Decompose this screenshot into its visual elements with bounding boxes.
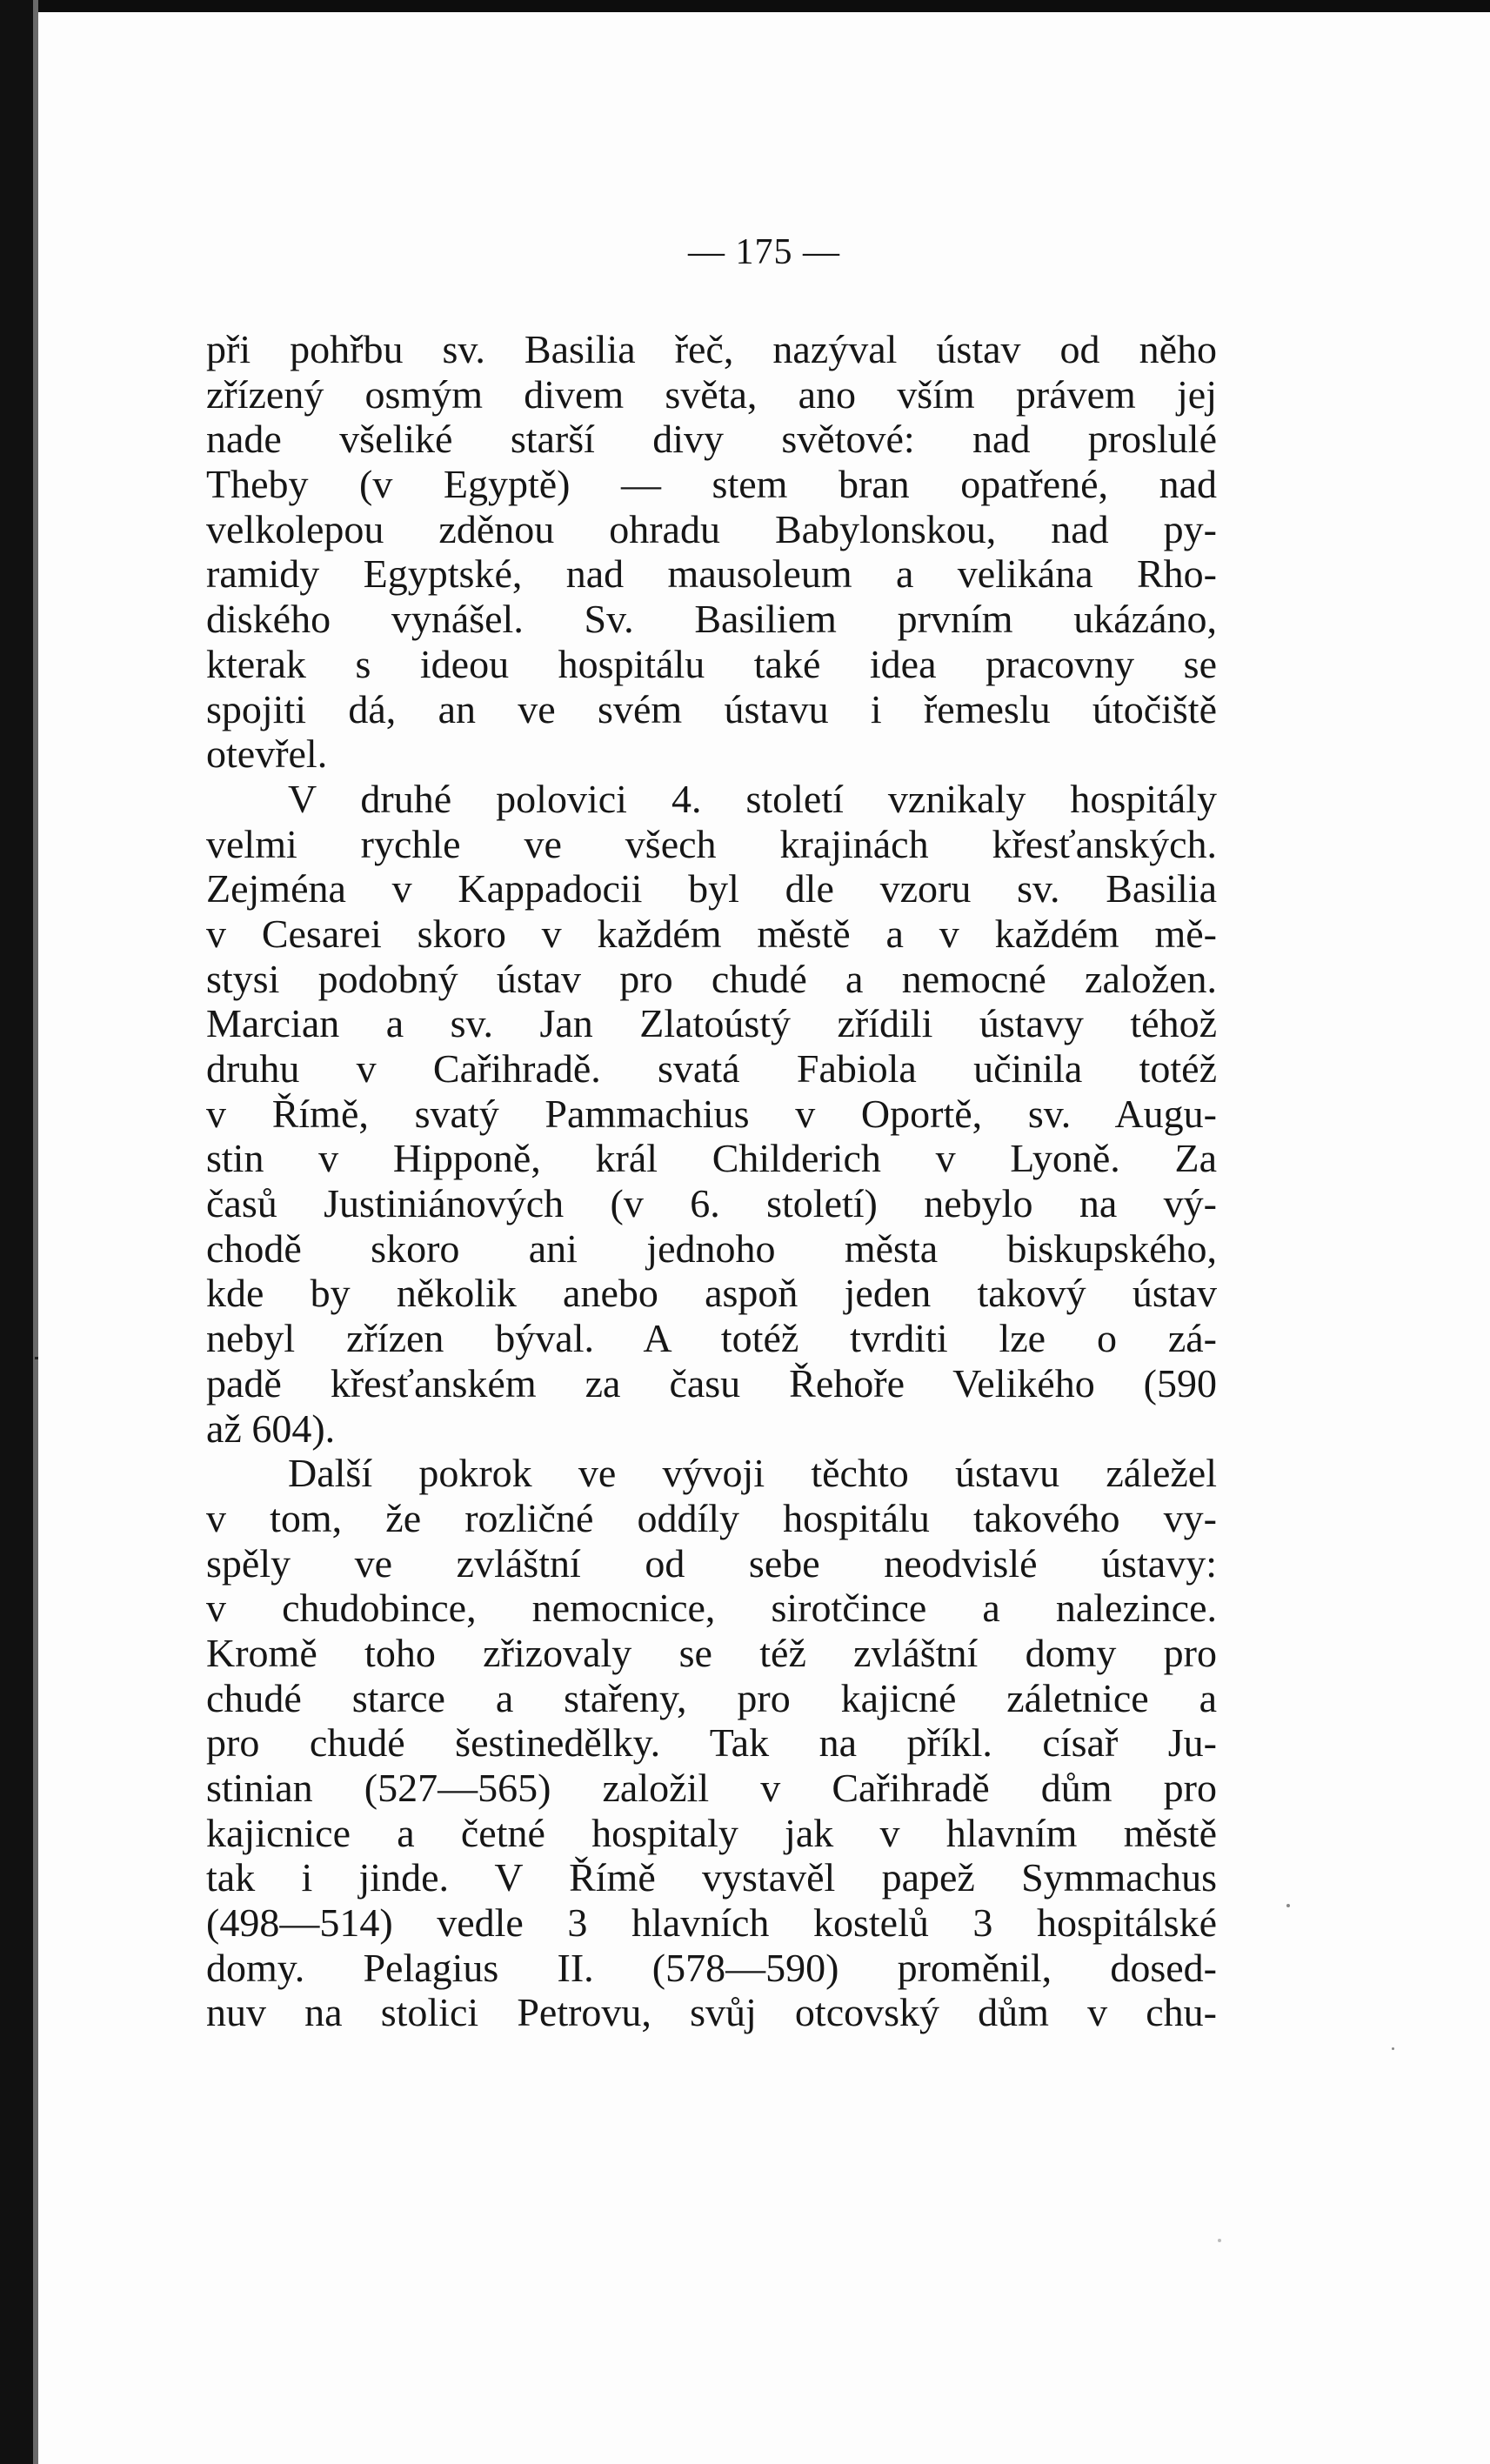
text-line: nade všeliké starší divy světové: nad proslulé	[206, 417, 1217, 462]
paragraph	[206, 777, 1217, 1451]
text-line: zřízený osmým divem světa, ano vším právem jej	[206, 371, 1217, 417]
text-line: domy. Pelagius II. (578—590) proměnil, dosed-	[206, 1945, 1217, 1990]
text-line: v tom, že rozličné oddíly hospitálu takového vy-	[206, 1495, 1217, 1540]
text-line: až 604).	[206, 1406, 336, 1451]
body-text	[206, 327, 1217, 2035]
text-line: padě křesťanském za času Řehoře Velikého (590	[206, 1360, 1217, 1406]
text-line: V druhé polovici 4. století vznikaly hospitály	[288, 776, 1217, 821]
text-line: chudé starce a stařeny, pro kajicné záletnice a	[206, 1675, 1217, 1720]
text-line: nebyl zřízen býval. A totéž tvrditi lze o zá-	[206, 1316, 1217, 1361]
text-line: Další pokrok ve vývoji těchto ústavu záležel	[288, 1451, 1217, 1496]
text-line: Kromě toho zřizovaly se též zvláštní domy pro	[206, 1630, 1217, 1675]
text-line: velmi rychle ve všech krajinách křesťanských.	[206, 821, 1217, 866]
text-line: Marcian a sv. Jan Zlatoústý zřídili ústavy téhož	[206, 1001, 1217, 1046]
scan-speck	[1286, 1904, 1290, 1907]
text-line: tak i jinde. V Římě vystavěl papež Symmachus	[206, 1855, 1217, 1900]
text-line: velkolepou zděnou ohradu Babylonskou, nad py-	[206, 506, 1217, 551]
scan-speck	[1392, 2047, 1394, 2050]
text-line: kajicnice a četné hospitaly jak v hlavním městě	[206, 1810, 1217, 1855]
text-line: v Cesarei skoro v každém městě a v každém mě-	[206, 911, 1217, 956]
text-line: v Římě, svatý Pammachius v Oportě, sv. Augu-	[206, 1091, 1217, 1136]
paragraph	[206, 1451, 1217, 2035]
text-line: kterak s ideou hospitálu také idea pracovny se	[206, 641, 1217, 686]
scan-speck	[1218, 2239, 1221, 2242]
text-line: diského vynášel. Sv. Basiliem prvním ukázáno,	[206, 597, 1217, 642]
text-line: stin v Hipponě, král Childerich v Lyoně. Za	[206, 1136, 1217, 1181]
text-line: v chudobince, nemocnice, sirotčince a nalezince.	[206, 1586, 1217, 1631]
paragraph	[206, 327, 1217, 777]
scan-left-border	[0, 0, 33, 2464]
text-line: Zejména v Kappadocii byl dle vzoru sv. Basilia	[206, 866, 1217, 911]
text-line: otevřel.	[206, 731, 328, 777]
text-line: (498—514) vedle 3 hlavních kostelů 3 hospitálské	[206, 1900, 1217, 1946]
text-line: spěly ve zvláštní od sebe neodvislé ústavy:	[206, 1540, 1217, 1586]
page-number: — 175 —	[688, 232, 840, 272]
text-line: stinian (527—565) založil v Cařihradě dům pro	[206, 1766, 1217, 1810]
book-page	[38, 12, 1490, 2464]
text-line: druhu v Cařihradě. svatá Fabiola učinila totéž	[206, 1046, 1217, 1091]
text-line: nuv na stolici Petrovu, svůj otcovský dům v chu-	[206, 1990, 1217, 2035]
text-line: kde by několik anebo aspoň jeden takový ústav	[206, 1271, 1217, 1316]
scan-top-border	[0, 0, 1490, 12]
text-line: časů Justiniánových (v 6. století) nebylo na vý-	[206, 1181, 1217, 1226]
text-line: při pohřbu sv. Basilia řeč, nazýval ústav od něho	[206, 327, 1217, 371]
text-line: Theby (v Egyptě) — stem bran opatřené, nad	[206, 462, 1217, 507]
text-line: ramidy Egyptské, nad mausoleum a velikána Rho-	[206, 551, 1217, 597]
text-line: spojiti dá, an ve svém ústavu i řemeslu útočiště	[206, 686, 1217, 731]
text-line: chodě skoro ani jednoho města biskupského,	[206, 1225, 1217, 1271]
text-line: stysi podobný ústav pro chudé a nemocné založen.	[206, 956, 1217, 1001]
text-line: pro chudé šestinedělky. Tak na příkl. císař Ju-	[206, 1720, 1217, 1766]
